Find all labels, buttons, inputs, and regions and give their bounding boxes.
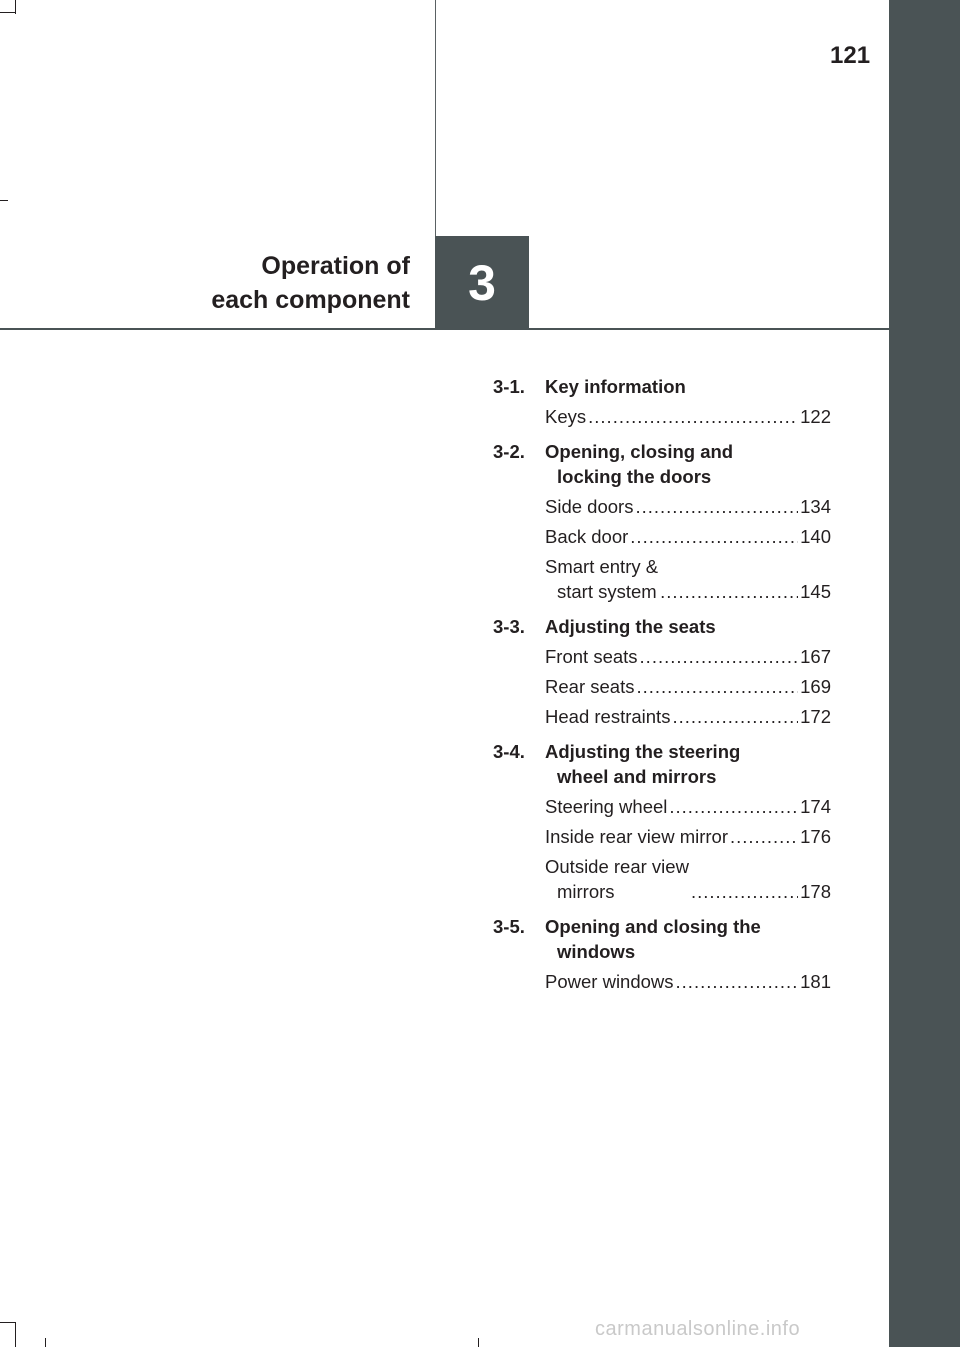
toc-section-heading [493, 739, 831, 789]
crop-mark-bottom-left-v [15, 1322, 16, 1347]
toc-section-number: 3-1. [493, 376, 525, 397]
toc-entry-text [545, 969, 674, 994]
crop-mark-bottom-b [478, 1338, 479, 1347]
toc-entry-page: 140 [800, 526, 831, 547]
toc-entry-page: 181 [800, 971, 831, 992]
toc-entry[interactable] [545, 794, 831, 819]
toc-entry-label: Inside rear view mirror [545, 826, 728, 847]
toc-section-title [545, 439, 831, 489]
toc-section [493, 614, 831, 729]
toc-entry-page: 134 [800, 496, 831, 517]
toc-entry[interactable] [545, 674, 831, 699]
toc-section-title-line2: wheel and mirrors [557, 766, 717, 787]
toc-entry-text [545, 524, 628, 549]
toc-section-title-line1: Adjusting the seats [545, 616, 716, 637]
toc-entry-label: Outside rear view [545, 856, 689, 877]
toc-entry-page: 172 [800, 706, 831, 727]
toc-entry[interactable] [545, 524, 831, 549]
toc-section [493, 374, 831, 429]
toc-entry-text [545, 704, 670, 729]
toc-section [493, 439, 831, 604]
toc-section [493, 739, 831, 904]
toc-entry[interactable] [545, 969, 831, 994]
dot-leader [635, 494, 798, 519]
toc-entry[interactable] [545, 554, 831, 604]
toc-entry[interactable] [545, 704, 831, 729]
table-of-contents [493, 374, 831, 1004]
toc-entry[interactable] [545, 854, 831, 904]
toc-section-number: 3-4. [493, 741, 525, 762]
chapter-number: 3 [468, 254, 496, 311]
toc-entry-label: Keys [545, 406, 587, 427]
toc-section-title-line1: Opening, closing and [545, 441, 734, 462]
toc-entry[interactable] [545, 644, 831, 669]
toc-entry-label-line2: start system [557, 581, 657, 602]
toc-entry[interactable] [545, 824, 831, 849]
toc-entry-label: Steering wheel [545, 796, 668, 817]
toc-entry-label-line2: mirrors [557, 881, 615, 902]
dot-leader [669, 794, 798, 819]
toc-section [493, 914, 831, 994]
page-number: 121 [830, 42, 871, 69]
toc-entry-page: 178 [800, 881, 831, 902]
chapter-title-line1: Operation of [261, 252, 410, 280]
toc-section-heading [493, 374, 831, 399]
dot-leader [730, 824, 798, 849]
toc-section-title-line1: Adjusting the steering [545, 741, 741, 762]
toc-section-title [545, 374, 831, 399]
toc-section-heading [493, 914, 831, 964]
toc-section-title-line1: Key information [545, 376, 686, 397]
toc-entry-text [545, 824, 728, 849]
dot-leader [588, 404, 798, 429]
side-tab-bar [889, 0, 960, 1347]
dot-leader [691, 879, 798, 904]
crop-mark-left-mid [0, 200, 8, 201]
toc-section-title-line1: Opening and closing the [545, 916, 761, 937]
toc-section-heading [493, 614, 831, 639]
toc-entry-label: Front seats [545, 646, 638, 667]
toc-entry-page: 122 [800, 406, 831, 427]
toc-entry-label: Head restraints [545, 706, 671, 727]
toc-entry-page: 169 [800, 676, 831, 697]
toc-section-title [545, 614, 831, 639]
toc-entry-text [545, 674, 634, 699]
toc-section-heading [493, 439, 831, 489]
toc-section-title [545, 914, 831, 964]
toc-entry-label: Rear seats [545, 676, 635, 697]
dot-leader [630, 524, 798, 549]
toc-entry-label: Smart entry & [545, 556, 659, 577]
toc-entry[interactable] [545, 494, 831, 519]
toc-entry-label: Back door [545, 526, 629, 547]
toc-entry-page: 176 [800, 826, 831, 847]
toc-entry-text [545, 794, 667, 819]
crop-mark-top-left-v [15, 0, 16, 14]
dot-leader [636, 674, 798, 699]
vertical-rule [435, 0, 436, 236]
chapter-title [211, 249, 410, 317]
toc-entry-page: 167 [800, 646, 831, 667]
dot-leader [676, 969, 799, 994]
watermark: carmanualsonline.info [595, 1318, 801, 1340]
chapter-number-box [435, 236, 529, 329]
toc-entry-label: Side doors [545, 496, 634, 517]
dot-leader [672, 704, 798, 729]
toc-section-number: 3-3. [493, 616, 525, 637]
toc-section-title-line2: locking the doors [557, 466, 712, 487]
toc-section-number: 3-2. [493, 441, 525, 462]
dot-leader [660, 579, 798, 604]
toc-entry-text [545, 554, 658, 604]
toc-entry-text [545, 644, 638, 669]
toc-entry-page: 145 [800, 581, 831, 602]
toc-section-title [545, 739, 831, 789]
toc-entry-page: 174 [800, 796, 831, 817]
crop-mark-top-left [0, 12, 16, 13]
chapter-title-line2: each component [211, 286, 410, 314]
crop-mark-bottom-a [45, 1338, 46, 1347]
crop-mark-bottom-left [0, 1322, 16, 1323]
dot-leader [640, 644, 799, 669]
toc-section-title-line2: windows [557, 941, 636, 962]
toc-entry-text [545, 404, 586, 429]
toc-section-number: 3-5. [493, 916, 525, 937]
toc-entry-label: Power windows [545, 971, 674, 992]
toc-entry-text [545, 494, 633, 519]
toc-entry[interactable] [545, 404, 831, 429]
toc-entry-text [545, 854, 689, 904]
